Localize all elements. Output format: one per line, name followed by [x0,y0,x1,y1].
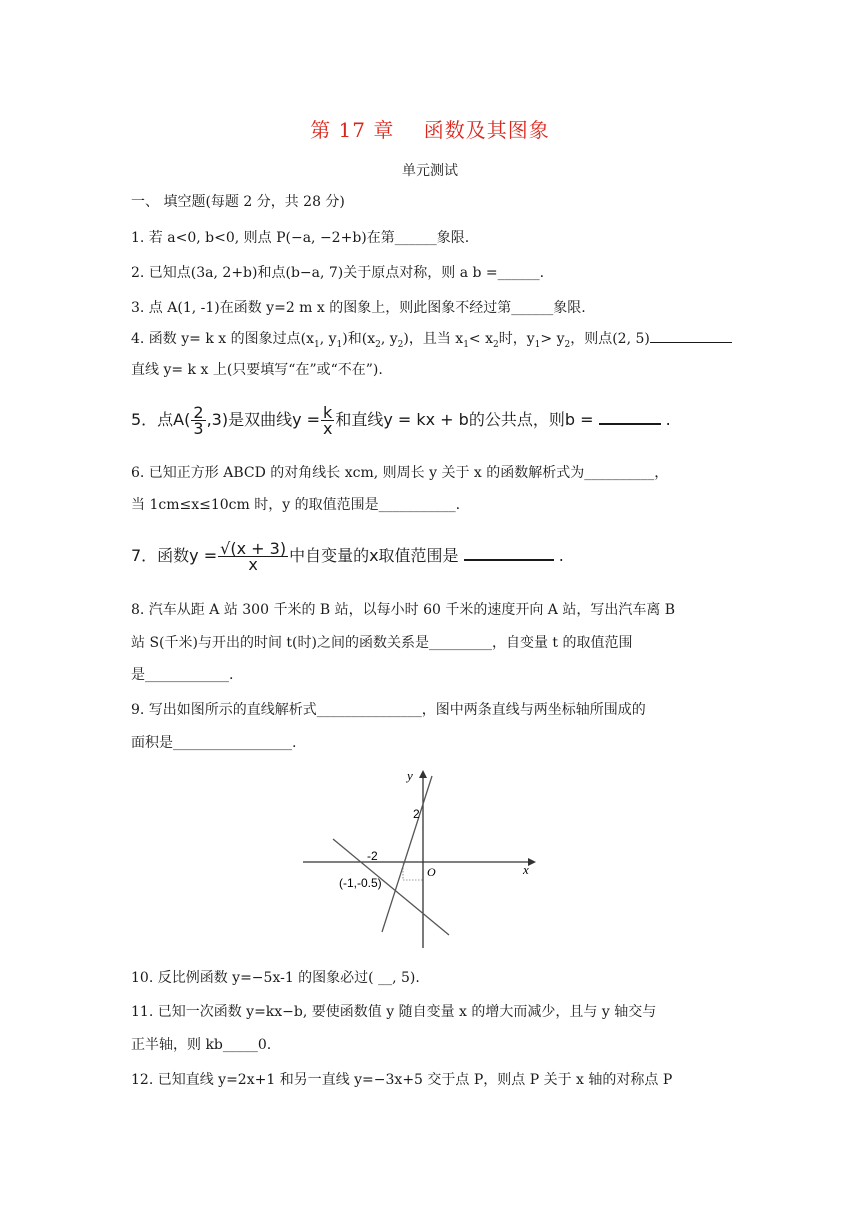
question-3: 3. 点 A(1, -1)在函数 y=2 m x 的图象上，则此图象不经过第______象限. [131,300,586,316]
question-8-line-3: 是____________. [131,667,234,683]
question-12: 12. 已知直线 y=2x+1 和另一直线 y=−3x+5 交于点 P，则点 P 关于 x 轴的对称点 P [131,1072,673,1088]
origin-label: O [427,865,436,879]
y-axis-label: y [407,768,413,783]
question-5: 5．点A( $\frac{2}{3}$ ,3)是双曲线y = $\frac{k}{x}$ 和直线y = kx + b的公共点，则b = . [131,403,671,438]
question-6-line-1: 6. 已知正方形 ABCD 的对角线长 xcm, 则周长 y 关于 x 的函数解析式为__________， [131,465,669,481]
question-2: 2. 已知点(3a, 2+b)和点(b−a, 7)关于原点对称，则 a b =______. [131,265,545,281]
fraction-sqrt: $\frac{√(x + 3)}{x}$ [220,539,287,574]
question-9-line-1: 9. 写出如图所示的直线解析式_______________，图中两条直线与两坐标轴所围成的 [131,702,646,718]
question-10: 10. 反比例函数 y=−5x-1 的图象必过( __, 5). [131,970,420,986]
question-11-line-1: 11. 已知一次函数 y=kx−b, 要使函数值 y 随自变量 x 的增大而减少，且与 y 轴交与 [131,1004,657,1020]
coordinate-graph [303,766,543,948]
answer-blank [650,328,732,343]
y-axis-arrow [419,770,427,778]
point-label: (-1,-0.5) [339,876,382,890]
fraction-k-over-x: $\frac{k}{x}$ [322,403,333,438]
question-8-line-2: 站 S(千米)与开出的时间 t(时)之间的函数关系是_________，自变量 t 的取值范围 [131,635,633,651]
x-axis-arrow [528,858,536,866]
line-2 [382,776,432,932]
answer-blank [464,545,554,561]
section-subtitle: 单元测试 [402,163,458,179]
question-4-line-1: 4. 函数 y= k x 的图象过点($x_1$, $y_1$)和($x_2$, $y_2$)，且当 $x_1< x_2$时，$y_1> y_2$，则点(2, 5) [131,328,732,355]
question-8-line-1: 8. 汽车从距 A 站 300 千米的 B 站，以每小时 60 千米的速度开向 A 站，写出汽车离 B [131,602,676,618]
question-9-line-2: 面积是_________________. [131,735,297,751]
x-tick-label: -2 [367,849,378,863]
fraction-two-thirds: $\frac{2}{3}$ [193,403,204,438]
x-axis-label: x [523,862,529,877]
question-1: 1. 若 a<0, b<0, 则点 P(−a, −2+b)在第______象限. [131,230,470,246]
question-6-line-2: 当 1cm≤x≤10cm 时，y 的取值范围是___________. [131,497,461,513]
chapter-title: 第 17 章 函数及其图象 [310,118,550,142]
question-4-line-2: 直线 y= k x 上(只要填写“在”或“不在”). [131,362,383,378]
section-heading: 一、 填空题(每题 2 分，共 28 分) [131,194,345,210]
answer-blank [599,409,661,425]
y-tick-label: 2 [413,807,420,821]
question-7: 7．函数y = $\frac{√(x + 3)}{x}$ 中自变量的x取值范围是 . [131,539,564,574]
question-11-line-2: 正半轴，则 kb_____0. [131,1037,272,1053]
